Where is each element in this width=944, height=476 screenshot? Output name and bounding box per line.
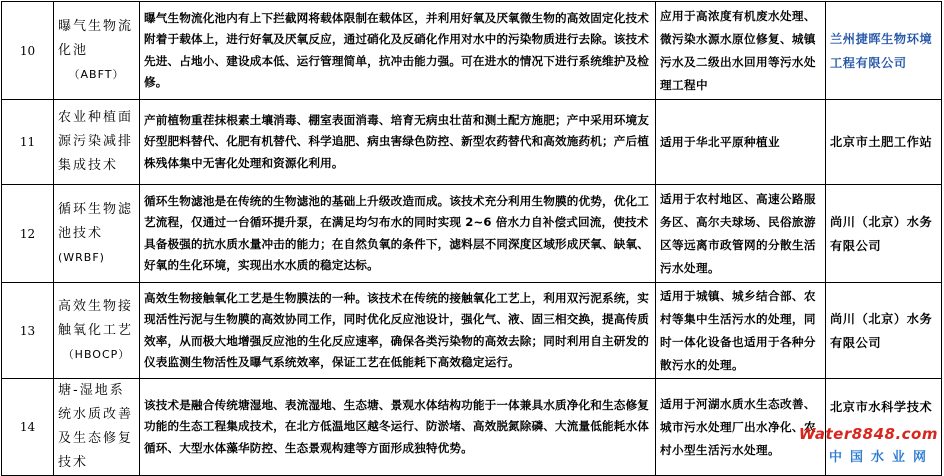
- technology-description: 该技术是融合传统塘湿地、表流湿地、生态塘、景观水体结构功能于一体兼具水质净化和生态修复功能的生态工程集成技术，在北方低温地区越冬运行、防淤堵、高效脱氮除磷、大流量低能耗水体循环、大型水体藻华防控、生态景观构建等方面形成独特优势。: [140, 379, 656, 476]
- technology-table: [1, 1, 942, 476]
- technology-title: 高效生物接触氧化工艺: [58, 298, 134, 338]
- application-scope: 适用于河湖水质水生态改善、城市污水处理厂出水净化、农村小型生活污水处理。: [656, 379, 826, 476]
- watermark-logo: Water8848.com: [798, 425, 938, 443]
- technology-description: 循环生物滤池是在传统的生物滤池的基础上升级改造而成。该技术充分利用生物膜的优势，优化工艺流程，仅通过一台循环提升泵，在满足均匀布水的同时实现 2~6 倍水力自补偿式回流，使技术具备极强的抗水质水量冲击的能力；在自然负氧的条件下，滤料层不同深度区域形成厌氧、缺氧、好氧的生化环境，实现出水水质的稳定达标。: [140, 185, 656, 283]
- application-scope: 适用于华北平原种植业: [656, 100, 826, 185]
- technology-description: 曝气生物流化池内有上下拦截网将载体限制在载体区，并利用好氧及厌氧微生物的高效固定化技术附着于载体上，进行好氧及厌氧反应，通过硝化及反硝化作用对水中的污染物质进行去除。该技术先进、占地小、建设成本低、运行管理简单，抗冲击能力强。可在进水的情况下进行系统维护及检修。: [140, 2, 656, 100]
- watermark-site-name: 中国水业网: [828, 450, 934, 465]
- organization: 兰州捷晖生物环境工程有限公司: [826, 2, 942, 100]
- technology-abbreviation: (WRBF): [58, 250, 105, 264]
- technology-title: 曝气生物流化池: [58, 18, 134, 58]
- technology-description: 高效生物接触氧化工艺是生物膜法的一种。该技术在传统的接触氧化工艺上，利用双污泥系统，实现活性污泥与生物膜的高效协同工作，同时优化反应池设计，强化气、液、固三相交换，提高传质效率，从而极大地增强反应池的生化反应速率，确保各类污染物的高效去除；同时利用自主研发的仪表监测生物活性及曝气系统效率，保证工艺在低能耗下高效稳定运行。: [140, 283, 656, 379]
- application-scope: 适用于农村地区、高速公路服务区、高尔夫球场、民俗旅游区等远离市政管网的分散生活污水处理。: [656, 185, 826, 283]
- technology-name: [54, 100, 140, 185]
- application-scope: 应用于高浓度有机废水处理、微污染水源水原位修复、城镇污水及二级出水回用等污水处理工程中: [656, 2, 826, 100]
- technology-title: 农业种植面源污染减排集成技术: [58, 110, 134, 173]
- application-scope: 适用于城镇、城乡结合部、农村等集中生活污水的处理，同时一体化设备也适用于各种分散污水的处理。: [656, 283, 826, 379]
- table-row: [2, 185, 942, 283]
- row-number: 13: [2, 283, 54, 379]
- organization: 北京市土肥工作站: [826, 100, 942, 185]
- technology-name: [54, 2, 140, 100]
- technology-title: 循环生物滤池技术: [58, 201, 134, 241]
- technology-name: [54, 185, 140, 283]
- technology-title: 塘-湿地系统水质改善及生态修复技术: [58, 383, 134, 470]
- row-number: 11: [2, 100, 54, 185]
- row-number: 10: [2, 2, 54, 100]
- row-number: 14: [2, 379, 54, 476]
- organization: 尚川（北京）水务有限公司: [826, 283, 942, 379]
- organization: 尚川（北京）水务有限公司: [826, 185, 942, 283]
- table-row: [2, 100, 942, 185]
- table-row: [2, 283, 942, 379]
- technology-description: 产前植物重茬抹根素土壤消毒、棚室表面消毒、培育无病虫壮苗和测土配方施肥；产中采用环境友好型肥料替代、化肥有机替代、科学追肥、病虫害绿色防控、新型农药替代和高效施药机；产后植株残体集中无害化处理和资源化利用。: [140, 100, 656, 185]
- technology-abbreviation: （ABFT）: [68, 67, 125, 81]
- table-row: [2, 2, 942, 100]
- row-number: 12: [2, 185, 54, 283]
- technology-name: [54, 379, 140, 476]
- technology-name: [54, 283, 140, 379]
- watermark: [798, 425, 938, 465]
- technology-abbreviation: （HBOCP）: [62, 347, 131, 361]
- organization: 北京市水科学技术: [826, 379, 942, 476]
